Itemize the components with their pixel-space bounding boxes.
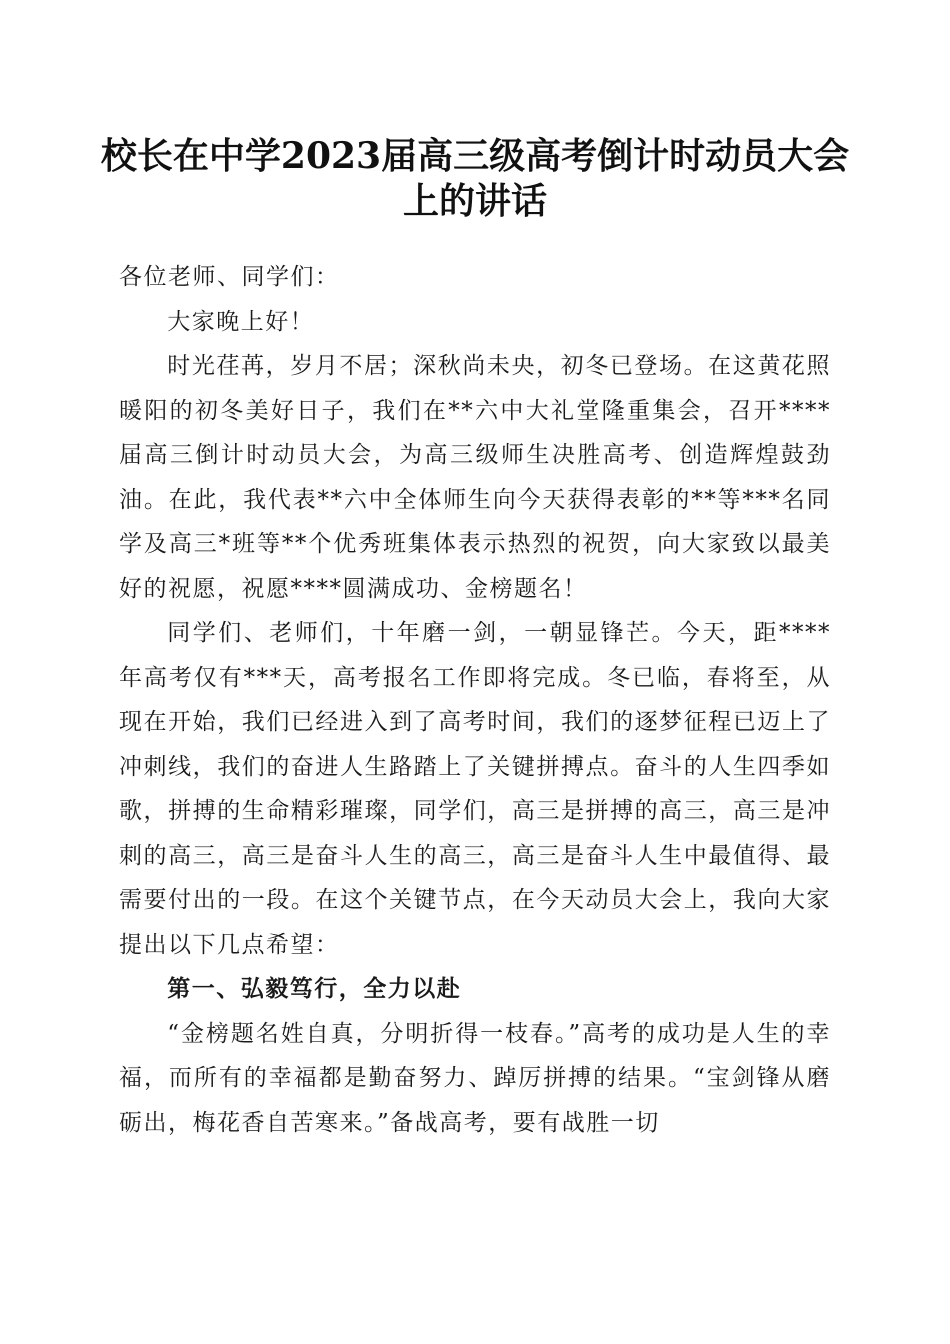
section-heading: 第一、弘毅笃行，全力以赴 <box>167 975 462 1002</box>
paragraph: “金榜题名姓自真，分明折得一枝春。”高考的成功是人生的幸福，而所有的幸福都是勤奋努力、踔厉拼搏的结果。“宝剑锋从磨砺出，梅花香自苦寒来。”备战高考，要有战胜一切 <box>119 1020 831 1136</box>
document-body <box>119 255 831 1145</box>
greeting: 大家晚上好！ <box>167 308 315 335</box>
document-title: 校长在中学2023届高三级高考倒计时动员大会上的讲话 <box>100 135 850 222</box>
paragraph: 同学们、老师们，十年磨一剑，一朝显锋芒。今天，距****年高考仅有***天，高考报名工作即将完成。冬已临，春将至，从现在开始，我们已经进入到了高考时间，我们的逐梦征程已迈上了冲刺线，我们的奋进人生路踏上了关键拼搏点。奋斗的人生四季如歌，拼搏的生命精彩璀璨，同学们，高三是拼搏的高三，高三是冲刺的高三，高三是奋斗人生的高三，高三是奋斗人生中最值得、最需要付出的一段。在这个关键节点，在今天动员大会上，我向大家提出以下几点希望： <box>119 620 831 958</box>
salutation: 各位老师、同学们： <box>119 264 340 290</box>
paragraph: 时光荏苒，岁月不居；深秋尚未央，初冬已登场。在这黄花照暖阳的初冬美好日子，我们在**六中大礼堂隆重集会，召开****届高三倒计时动员大会，为高三级师生决胜高考、创造辉煌鼓劲油。在此，我代表**六中全体师生向今天获得表彰的**等***名同学及高三*班等**个优秀班集体表示热烈的祝贺，向大家致以最美好的祝愿，祝愿****圆满成功、金榜题名！ <box>119 353 831 602</box>
